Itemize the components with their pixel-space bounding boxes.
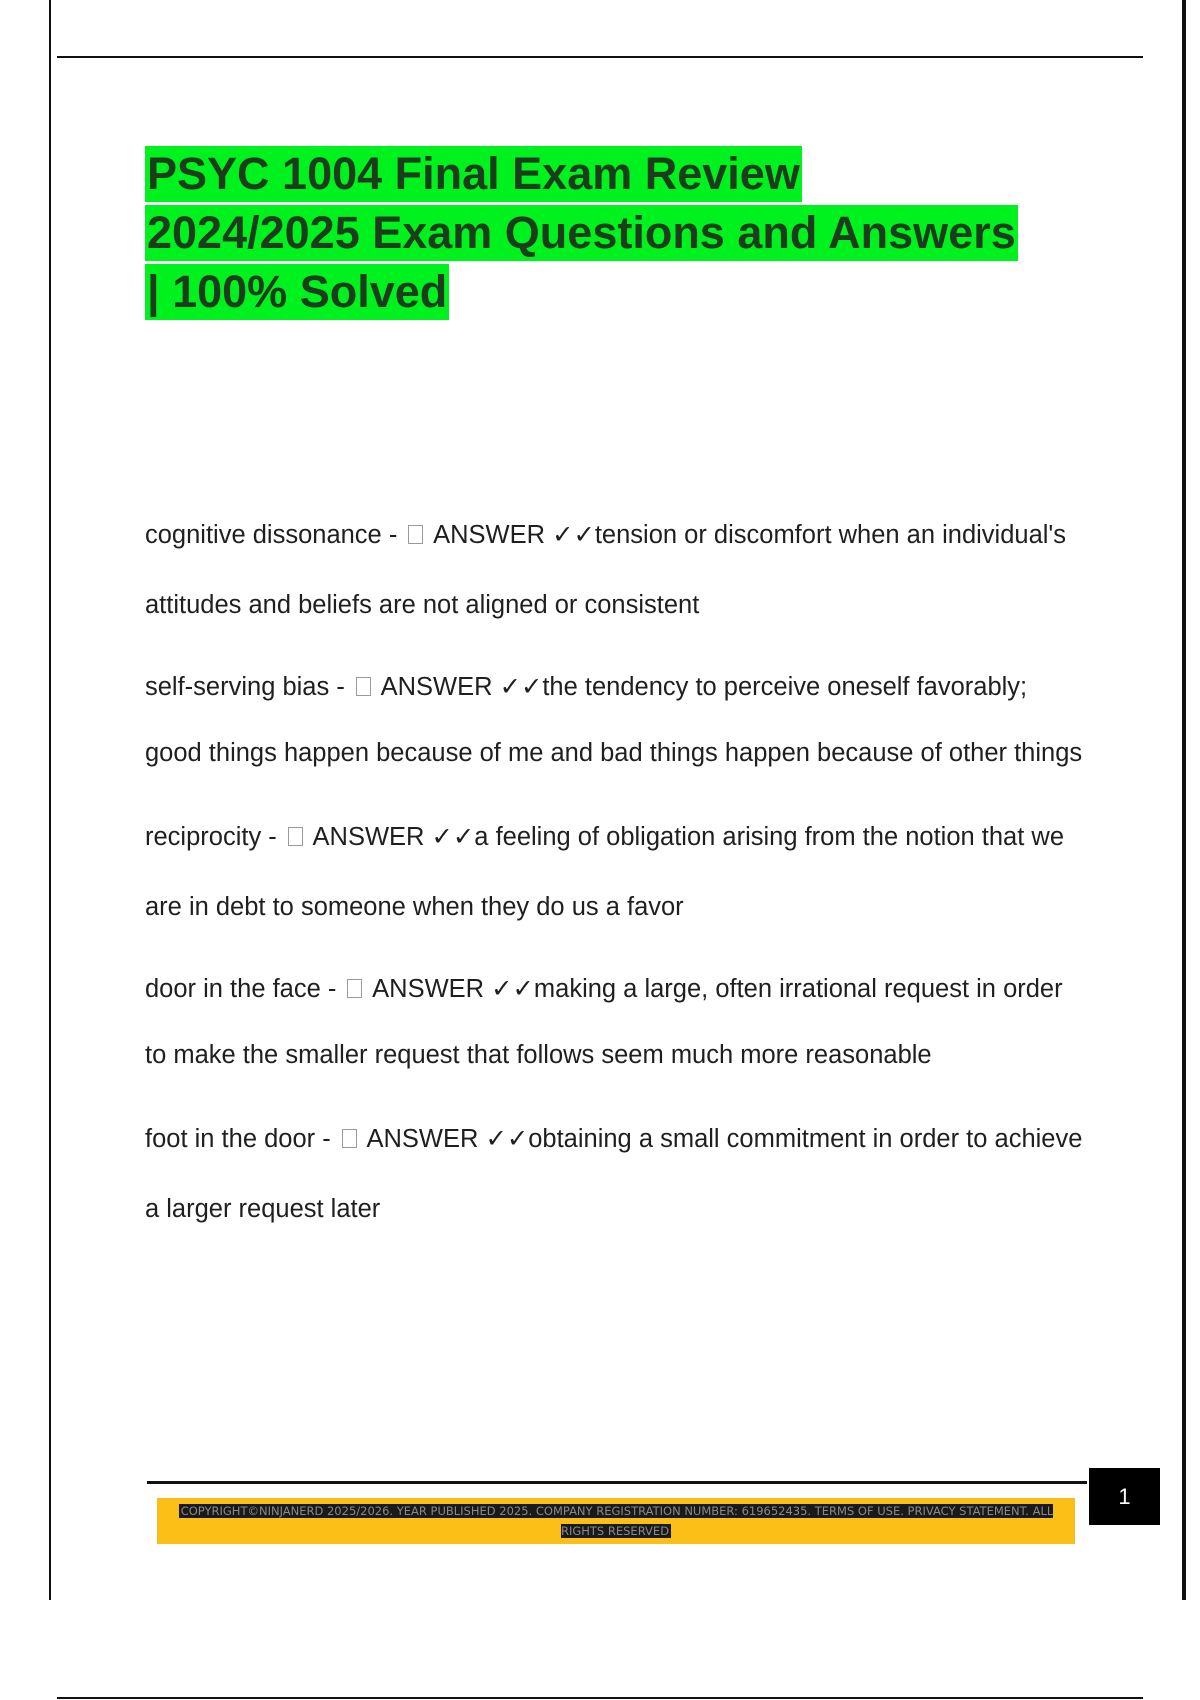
- qa-term: cognitive dissonance -: [145, 521, 405, 549]
- answer-marker: ANSWER ✓✓: [433, 521, 595, 549]
- checkbox-glyph-icon: [347, 979, 362, 998]
- document-title: [145, 144, 1105, 321]
- checkbox-glyph-icon: [356, 677, 371, 696]
- title-line-3: | 100% Solved: [145, 264, 449, 320]
- copyright-text: COPYRIGHT©NINJANERD 2025/2026. YEAR PUBLISHED 2025. COMPANY REGISTRATION NUMBER: 619652435. TERMS OF USE. PRIVACY STATEMENT. ALL RIGHTS RESERVED: [180, 1504, 1054, 1538]
- page-border-left: [49, 0, 51, 1600]
- qa-definition: obtaining a small commitment in order to achieve a larger request later: [145, 1125, 1083, 1223]
- qa-entry-self-serving-bias: [145, 654, 1085, 786]
- qa-definition: making a large, often irrational request in order to make the smaller request that follows seem much more reasonable: [145, 975, 1063, 1069]
- qa-entry-cognitive-dissonance: [145, 500, 1085, 640]
- page-border-right: [1182, 0, 1186, 1600]
- copyright-notice: [166, 1501, 1066, 1541]
- checkbox-glyph-icon: [288, 827, 303, 846]
- qa-list: [145, 500, 1085, 1258]
- checkbox-glyph-icon: [408, 525, 423, 544]
- page-number: 1: [1089, 1468, 1160, 1525]
- answer-marker: ANSWER ✓✓: [380, 673, 543, 701]
- qa-entry-door-in-the-face: [145, 956, 1085, 1088]
- qa-definition: the tendency to perceive oneself favorably; good things happen because of me and bad things happen because of other things: [145, 673, 1083, 767]
- answer-marker: ANSWER ✓✓: [366, 1125, 529, 1153]
- qa-term: foot in the door -: [145, 1125, 338, 1153]
- qa-entry-reciprocity: [145, 802, 1085, 942]
- qa-term: self-serving bias -: [145, 673, 352, 701]
- header-rule: [57, 56, 1143, 58]
- copyright-band: [157, 1498, 1075, 1544]
- checkbox-glyph-icon: [342, 1129, 357, 1148]
- qa-entry-foot-in-the-door: [145, 1104, 1085, 1244]
- page-bottom-rule: [57, 1697, 1143, 1699]
- answer-marker: ANSWER ✓✓: [312, 823, 475, 851]
- footer-rule: [147, 1481, 1087, 1484]
- title-line-2: 2024/2025 Exam Questions and Answers: [145, 205, 1018, 261]
- qa-definition: tension or discomfort when an individual's attitudes and beliefs are not aligned or consistent: [145, 521, 1067, 619]
- qa-term: door in the face -: [145, 975, 344, 1003]
- answer-marker: ANSWER ✓✓: [372, 975, 534, 1003]
- title-line-1: PSYC 1004 Final Exam Review: [145, 146, 802, 202]
- qa-definition: a feeling of obligation arising from the notion that we are in debt to someone when they do us a favor: [145, 823, 1064, 921]
- qa-term: reciprocity -: [145, 823, 284, 851]
